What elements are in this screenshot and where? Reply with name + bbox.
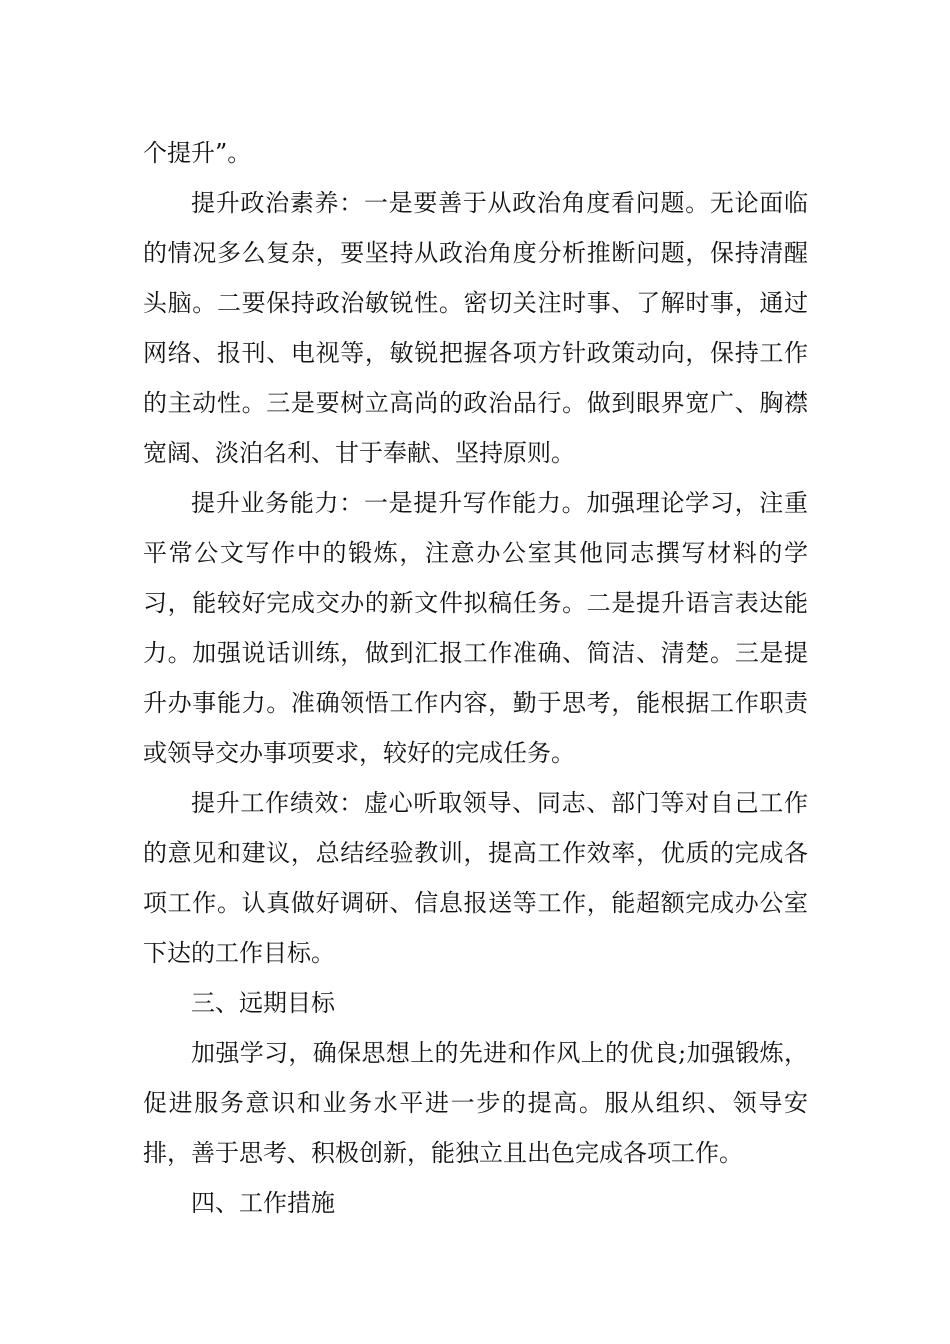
paragraph-political-literacy: 提升政治素养：一是要善于从政治角度看问题。无论面临的情况多么复杂，要坚持从政治角度分析推断问题，保持清醒头脑。二要保持政治敏锐性。密切关注时事、了解时事，通过网络、报刊、电视等，敏锐把握各项方针政策动向，保持工作的主动性。三是要树立高尚的政治品行。做到眼界宽广、胸襟宽阔、淡泊名利、甘于奉献、坚持原则。 (143, 189, 808, 467)
paragraph-work-performance: 提升工作绩效：虚心听取领导、同志、部门等对自己工作的意见和建议，总结经验教训，提高工作效率，优质的完成各项工作。认真做好调研、信息报送等工作，能超额完成办公室下达的工作目标。 (143, 789, 808, 967)
paragraph-long-term-goals: 加强学习，确保思想上的先进和作风上的优良;加强锻炼，促进服务意识和业务水平进一步的提高。服从组织、领导安排，善于思考、积极创新，能独立且出色完成各项工作。 (143, 1039, 808, 1167)
document-body (143, 128, 808, 1228)
continuation-line: 个提升”。 (143, 139, 252, 167)
section-heading-long-term-goals: 三、远期目标 (191, 989, 335, 1017)
paragraph-business-ability: 提升业务能力：一是提升写作能力。加强理论学习，注重平常公文写作中的锻炼，注意办公室其他同志撰写材料的学习，能较好完成交办的新文件拟稿任务。二是提升语言表达能力。加强说话训练，做到汇报工作准确、简洁、清楚。三是提升办事能力。准确领悟工作内容，勤于思考，能根据工作职责或领导交办事项要求，较好的完成任务。 (143, 489, 808, 767)
section-heading-work-measures: 四、工作措施 (191, 1189, 335, 1217)
